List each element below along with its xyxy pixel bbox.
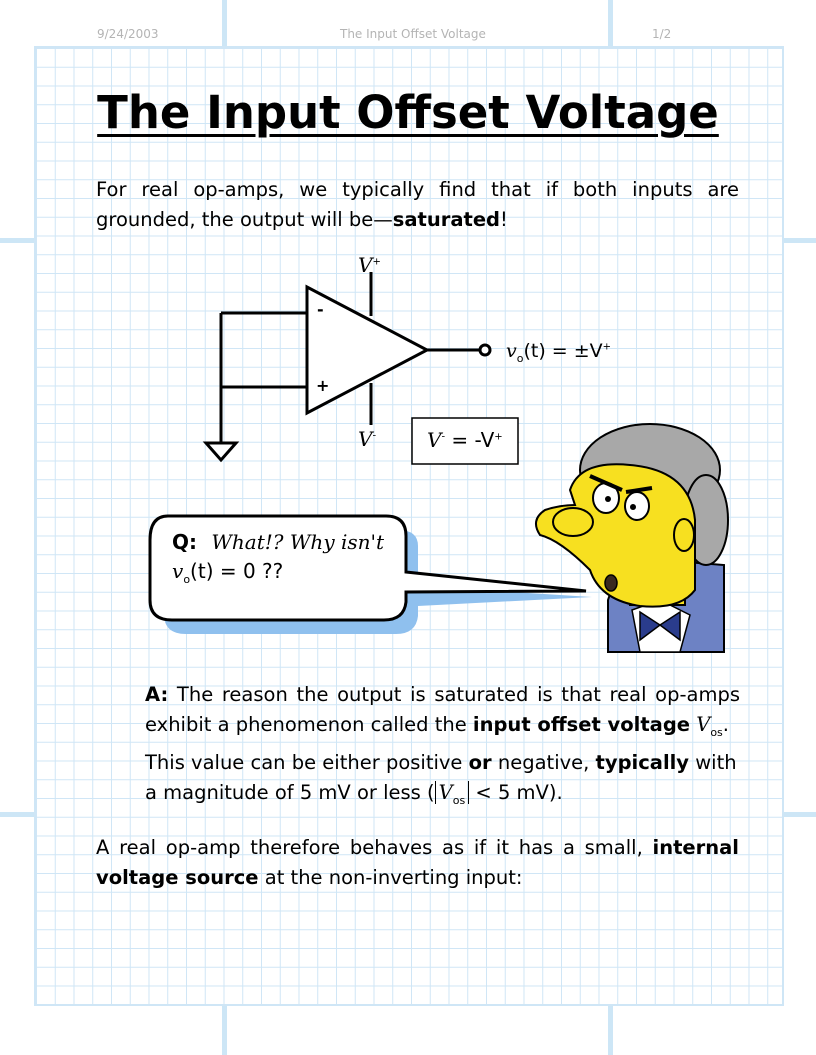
header-page: 1/2 — [652, 27, 672, 41]
intro-saturated: saturated — [392, 208, 501, 231]
intro-line-2-text: grounded, the output will be— — [96, 208, 393, 231]
closing-line-1: A real op-amp therefore behaves as if it has a small, internal — [96, 836, 739, 859]
answer-paragraph — [145, 680, 740, 816]
input-offset-voltage-term: input offset voltage — [472, 713, 691, 736]
answer-line-2: exhibit a phenomenon called the input offset voltage $V_{os}$. — [145, 713, 729, 739]
intro-exclaim: ! — [500, 208, 508, 231]
answer-line-3: This value can be either positive or negative, typically with — [145, 750, 737, 774]
question-line-1: Q: What!? Why isn't — [172, 530, 385, 554]
intro-line-1: For real op-amps, we typically find that if both inputs are — [96, 178, 739, 201]
noninverting-input-sign: + — [316, 376, 330, 395]
header-date: 9/24/2003 — [97, 27, 159, 41]
answer-label: A: — [145, 683, 169, 706]
question-label: Q: — [172, 530, 197, 554]
ground-icon — [206, 443, 236, 460]
page-title: The Input Offset Voltage — [97, 86, 719, 139]
supply-relation-text: V- = -V+ — [427, 428, 503, 452]
vplus-label: V+ — [358, 253, 381, 277]
header-title: The Input Offset Voltage — [340, 27, 486, 41]
answer-line-4: a magnitude of 5 mV or less ( $V_{os} < 5$ mV). — [145, 780, 563, 807]
answer-line-1: A: The reason the output is saturated is that real op-amps — [145, 683, 740, 706]
cartoon-man-illustration — [536, 424, 728, 652]
closing-line-2: voltage source at the non-inverting input: — [96, 866, 523, 889]
inverting-input-sign: - — [317, 300, 324, 319]
output-expression: $v_o(t) = \pm V^+$ — [506, 340, 612, 365]
vminus-label: V- — [358, 427, 377, 451]
question-line-2: $v_o(t) = 0$ ?? — [172, 559, 284, 586]
question-text — [172, 528, 384, 594]
output-terminal — [480, 345, 490, 355]
closing-paragraph — [96, 833, 739, 893]
